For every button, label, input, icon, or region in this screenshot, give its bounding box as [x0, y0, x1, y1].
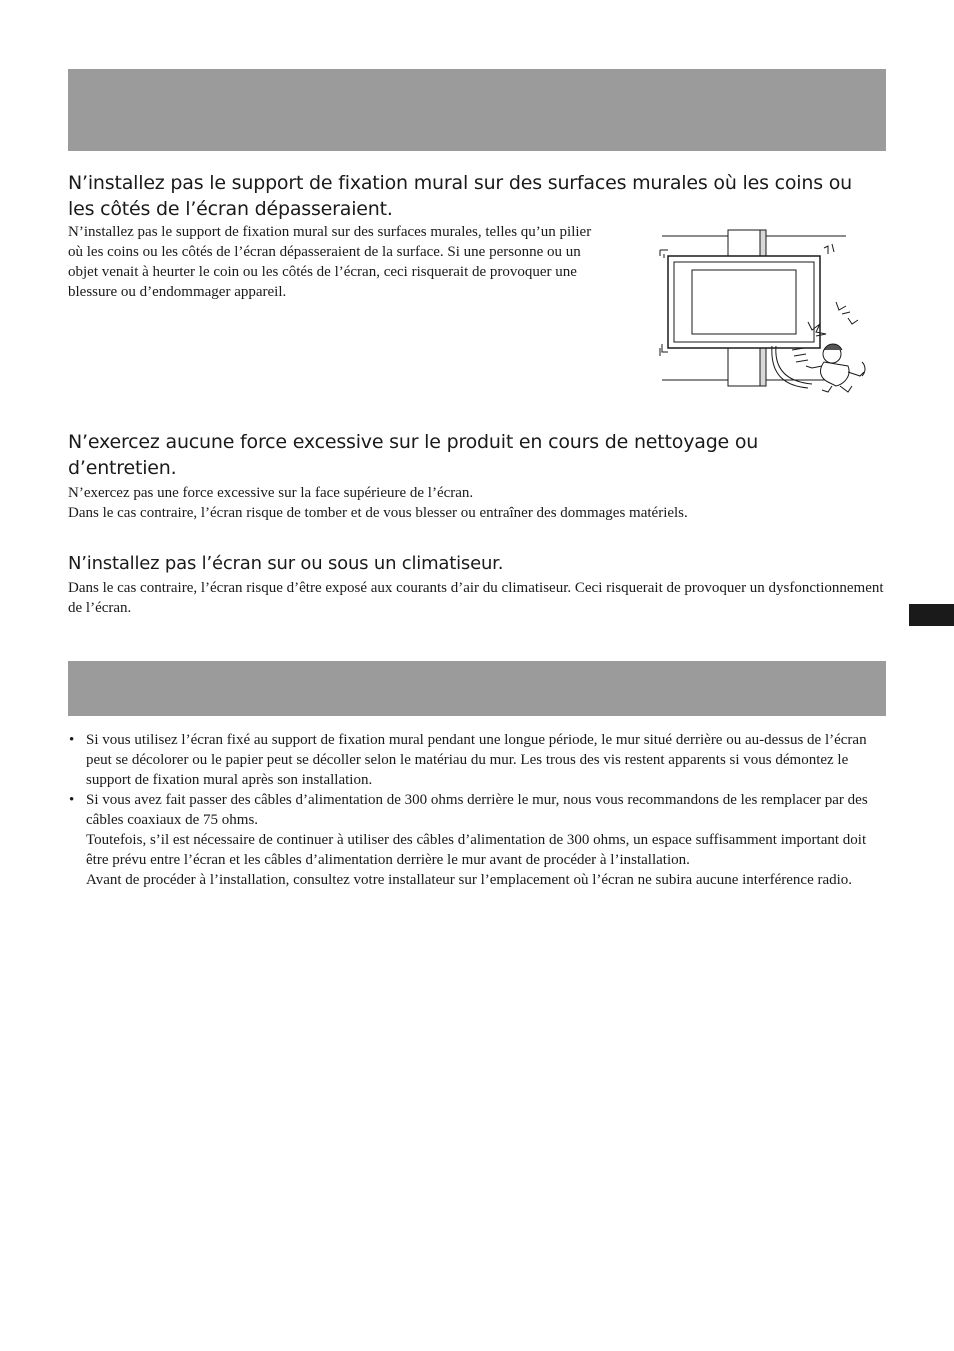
heading-air-conditioner: N’installez pas l’écran sur ou sous un climatiseur.: [68, 553, 504, 574]
heading-wall-surface: N’installez pas le support de fixation mural sur des surfaces murales où les coins ou les côtés de l’écran dépasseraient.: [68, 172, 853, 220]
bullet-dot: •: [69, 792, 75, 808]
body-no-excessive-force-line-1: N’exercez pas une force excessive sur la face supérieure de l’écran.: [68, 485, 474, 501]
body-air-conditioner: Dans le cas contraire, l’écran risque d’être exposé aux courants d’air du climatiseur. Ceci risquerait de provoquer un dysfonctionnement de l’écran.: [68, 580, 884, 616]
tv-on-pillar-collision-icon: [656, 226, 874, 396]
body-wall-surface: N’installez pas le support de fixation mural sur des surfaces murales, telles qu’un pilier où les coins ou les côtés de l’écran dépasseraient de la surface. Si une personne ou un objet venait à heurter le coin ou les côtés de l’écran, ceci risquerait de provoquer une blessure ou d’endommager appareil.: [68, 224, 592, 300]
note-paragraph: Si vous avez fait passer des câbles d’alimentation de 300 ohms derrière le mur, nous vous recommandons de les remplacer par des câbles coaxiaux de 75 ohms.: [86, 792, 868, 828]
note-paragraph: Avant de procéder à l’installation, consultez votre installateur sur l’emplacement où l’écran ne subira aucune interférence radio.: [86, 872, 853, 888]
list-item: [68, 730, 888, 790]
side-language-tab: [909, 604, 954, 626]
heading-no-excessive-force: N’exercez aucune force excessive sur le produit en cours de nettoyage ou d’entretien.: [68, 431, 759, 479]
list-item: [68, 790, 888, 890]
body-no-excessive-force-line-2: Dans le cas contraire, l’écran risque de tomber et de vous blesser ou entraîner des dommages matériels.: [68, 505, 688, 521]
section-header-band-notes: [68, 661, 886, 716]
bullet-dot: •: [69, 732, 75, 748]
section-header-band-top: [68, 69, 886, 151]
notes-list: [68, 730, 888, 890]
note-paragraph: Toutefois, s’il est nécessaire de continuer à utiliser des câbles d’alimentation de 300 ohms, un espace suffisamment important doit être prévu entre l’écran et les câbles d’alimentation derrière le mur avant de procéder à l’installation.: [86, 832, 867, 868]
note-paragraph: Si vous utilisez l’écran fixé au support de fixation mural pendant une longue période, le mur situé derrière ou au-dessus de l’écran peut se décolorer ou le papier peut se décoller selon le matériau du mur. Les trous des vis restent apparents si vous démontez le support de fixation mural après son installation.: [86, 732, 867, 788]
